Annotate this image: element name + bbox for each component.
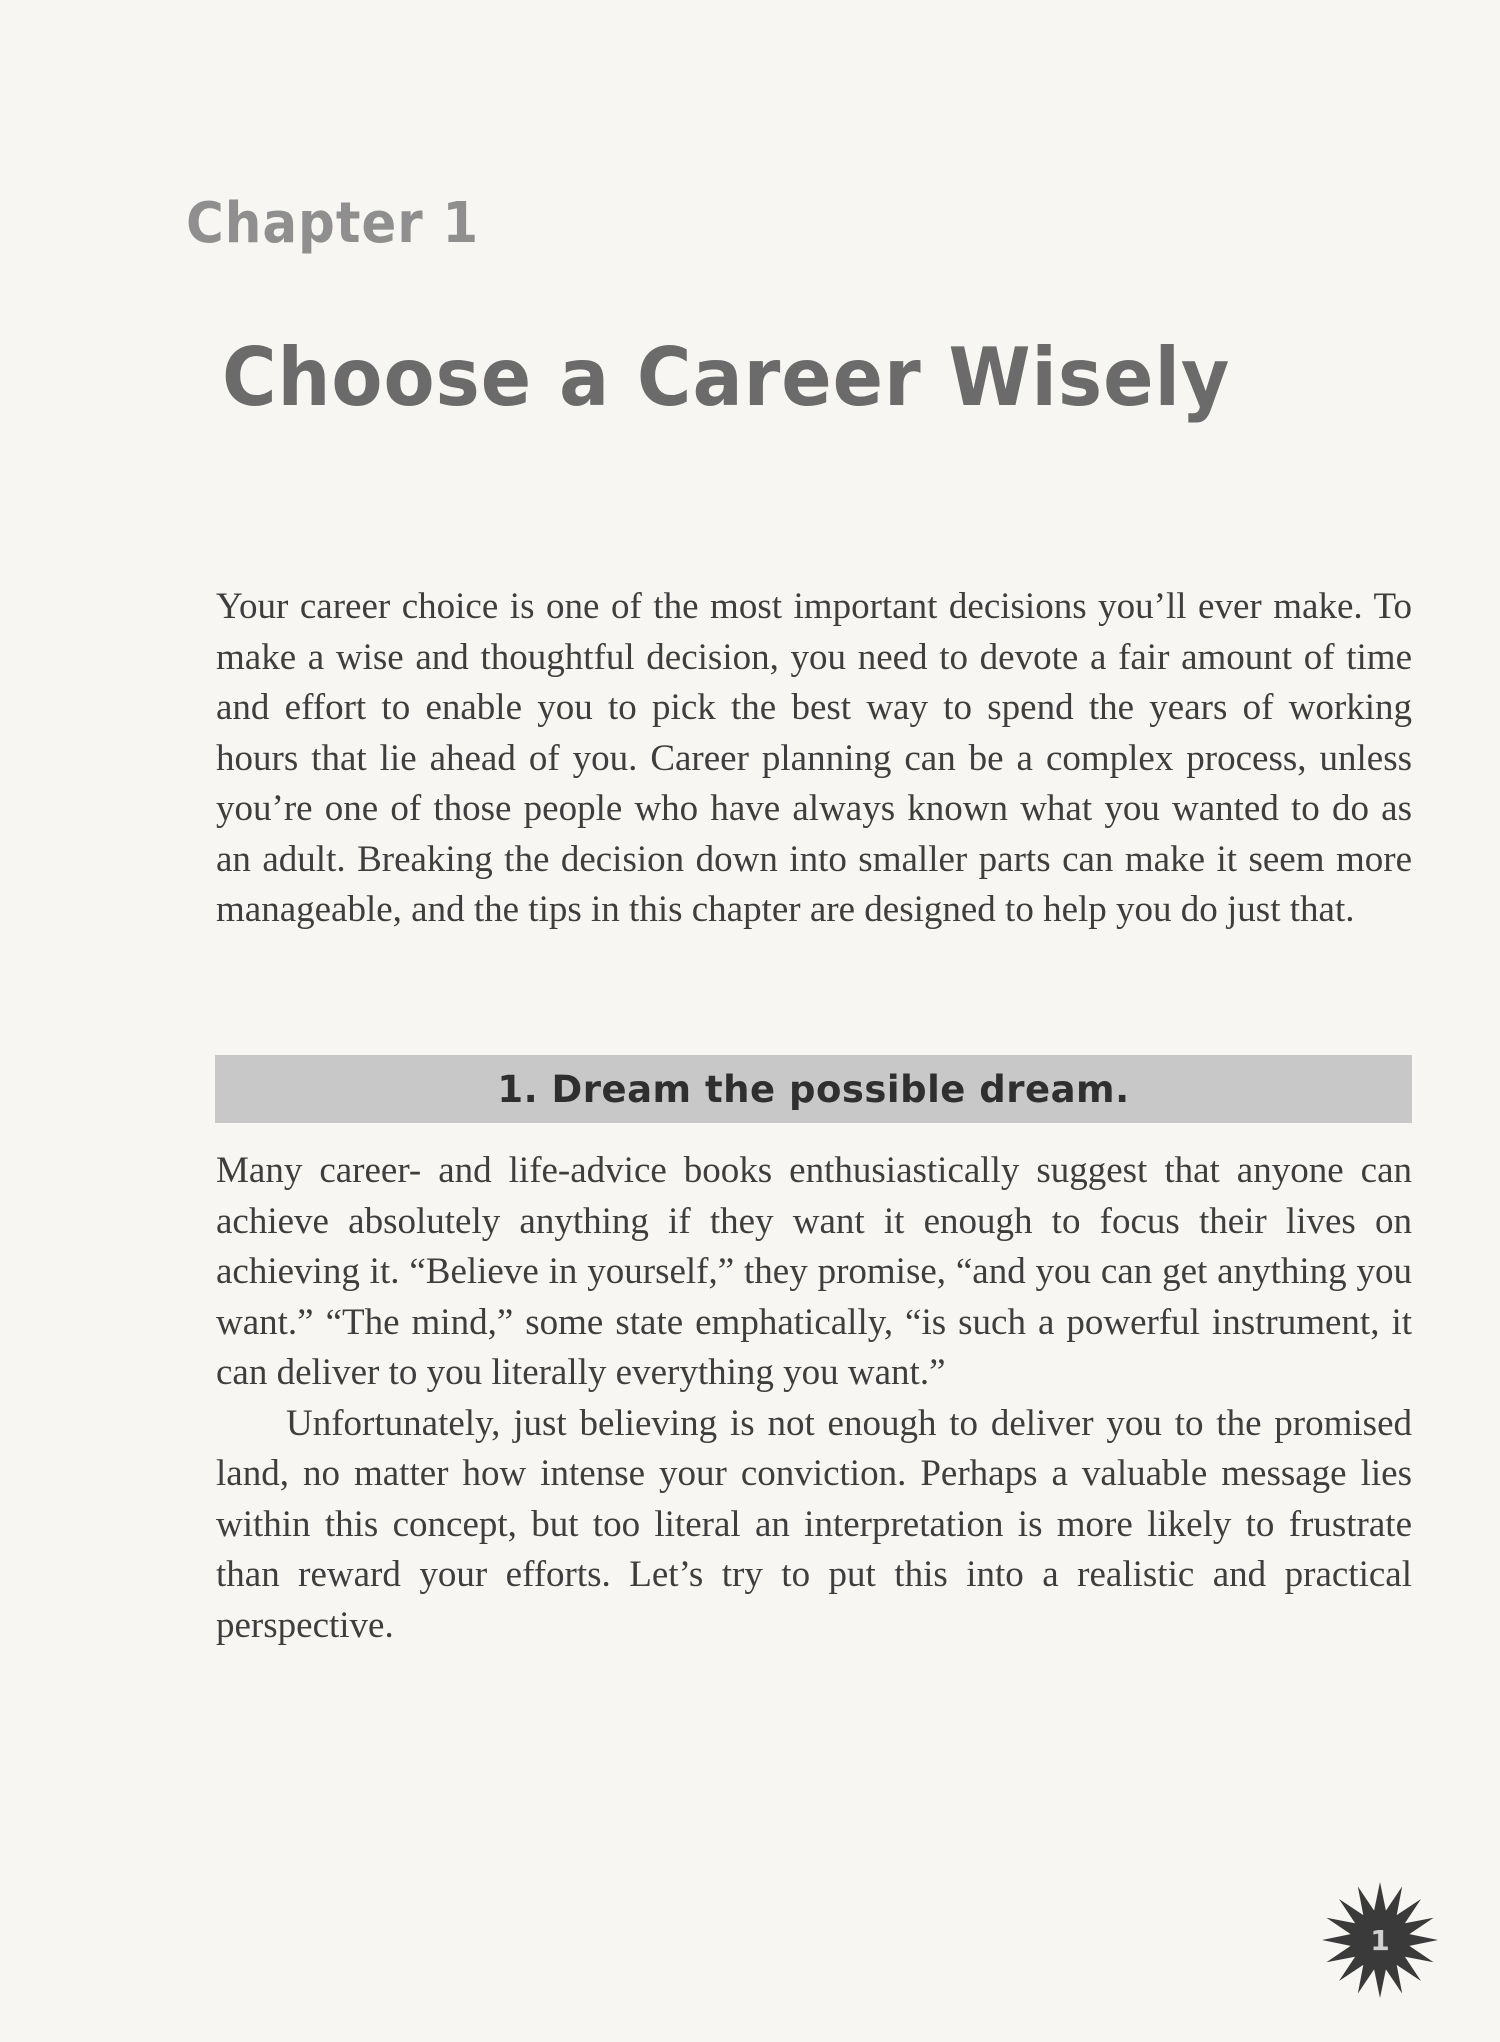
body-paragraph: Many career- and life-advice books enthusiastically suggest that anyone can achieve absolutely anything if they want it enough to focus their lives on achieving it. “Believe in yourself,” they promise, “and you can get anything you want.” “The mind,” some state emphatically, “is such a powerful instrument, it can deliver to you literally everything you want.” (216, 1150, 1412, 1393)
section-heading-bar (215, 1055, 1412, 1123)
page-number: 1 (1370, 1923, 1390, 1957)
chapter-label: Chapter 1 (186, 191, 480, 256)
intro-paragraph: Your career choice is one of the most important decisions you’ll ever make. To make a wise and thoughtful decision, you need to devote a fair amount of time and effort to enable you to pick the best way to spend the years of working hours that lie ahead of you. Career planning can be a complex process, unless you’re one of those people who have always known what you wanted to do as an adult. Breaking the decision down into smaller parts can make it seem more manageable, and the tips in this chapter are designed to help you do just that. (216, 586, 1412, 930)
section-heading: 1. Dream the possible dream. (497, 1067, 1130, 1111)
body-paragraph: Unfortunately, just believing is not enough to deliver you to the promised land, no matter how intense your conviction. Perhaps a valuable message lies within this concept, but too literal an interpretation is more likely to frustrate than reward your efforts. Let’s try to put this into a realistic and practical perspective. (216, 1402, 1412, 1646)
chapter-title: Choose a Career Wisely (222, 331, 1231, 424)
section-body (216, 1146, 1412, 1651)
